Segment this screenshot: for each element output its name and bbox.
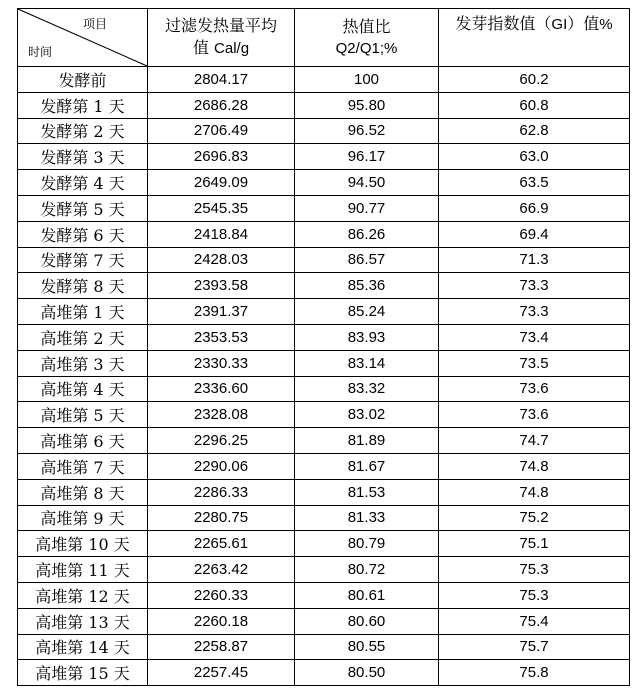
heat-ratio-cell: 81.89 — [295, 428, 439, 454]
heat-ratio-cell: 80.60 — [295, 608, 439, 634]
table-row — [18, 299, 630, 325]
heat-value-cell: 2804.17 — [148, 67, 295, 93]
row-label-cell: 高堆第 5 天 — [18, 402, 148, 428]
table-row — [18, 660, 630, 686]
heat-ratio-cell: 81.53 — [295, 479, 439, 505]
header-gi — [439, 9, 630, 67]
row-label-cell: 高堆第 2 天 — [18, 324, 148, 350]
row-label-cell: 发酵第 3 天 — [18, 144, 148, 170]
heat-ratio-cell: 81.33 — [295, 505, 439, 531]
gi-value-cell: 60.2 — [439, 67, 630, 93]
row-label-cell: 发酵前 — [18, 67, 148, 93]
table-row — [18, 67, 630, 93]
header-gi-zh1: 发芽指数值（ — [455, 14, 552, 33]
heat-ratio-cell: 90.77 — [295, 195, 439, 221]
heat-value-cell: 2706.49 — [148, 118, 295, 144]
table-row — [18, 273, 630, 299]
gi-value-cell: 74.7 — [439, 428, 630, 454]
header-heat-zh: 值 — [192, 38, 215, 57]
row-label-cell: 高堆第 14 天 — [18, 634, 148, 660]
heat-value-cell: 2696.83 — [148, 144, 295, 170]
header-gi-en1: GI — [551, 16, 568, 33]
table-row — [18, 531, 630, 557]
table-row — [18, 92, 630, 118]
heat-ratio-cell: 85.36 — [295, 273, 439, 299]
heat-value-cell: 2686.28 — [148, 92, 295, 118]
row-label-cell: 发酵第 7 天 — [18, 247, 148, 273]
heat-value-cell: 2649.09 — [148, 170, 295, 196]
row-label-cell: 高堆第 11 天 — [18, 557, 148, 583]
row-label-cell: 高堆第 4 天 — [18, 376, 148, 402]
row-label-cell: 发酵第 5 天 — [18, 195, 148, 221]
header-heat-line2 — [148, 37, 294, 60]
heat-value-cell: 2545.35 — [148, 195, 295, 221]
table-row — [18, 428, 630, 454]
row-label-cell: 高堆第 8 天 — [18, 479, 148, 505]
gi-value-cell: 73.6 — [439, 376, 630, 402]
gi-value-cell: 75.8 — [439, 660, 630, 686]
table-row — [18, 479, 630, 505]
gi-value-cell: 71.3 — [439, 247, 630, 273]
row-label-cell: 高堆第 13 天 — [18, 608, 148, 634]
header-ratio-line1: 热值比 — [342, 16, 391, 36]
heat-value-cell: 2428.03 — [148, 247, 295, 273]
heat-value-cell: 2260.18 — [148, 608, 295, 634]
gi-value-cell: 73.4 — [439, 324, 630, 350]
gi-value-cell: 73.3 — [439, 299, 630, 325]
gi-value-cell: 62.8 — [439, 118, 630, 144]
gi-value-cell: 73.3 — [439, 273, 630, 299]
gi-value-cell: 63.0 — [439, 144, 630, 170]
table-row — [18, 350, 630, 376]
row-label-cell: 高堆第 7 天 — [18, 453, 148, 479]
header-row — [18, 9, 630, 67]
corner-time-label: 时间 — [28, 45, 53, 59]
heat-ratio-cell: 83.32 — [295, 376, 439, 402]
header-ratio-line2: Q2/Q1;% — [335, 39, 398, 57]
header-heat-ratio — [295, 9, 439, 67]
heat-value-cell: 2418.84 — [148, 221, 295, 247]
heat-value-cell: 2258.87 — [148, 634, 295, 660]
heat-value-cell: 2353.53 — [148, 324, 295, 350]
header-gi-zh2: ）值 — [567, 14, 600, 33]
heat-value-cell: 2280.75 — [148, 505, 295, 531]
row-label-cell: 发酵第 2 天 — [18, 118, 148, 144]
gi-value-cell: 60.8 — [439, 92, 630, 118]
header-gi-en2: % — [599, 16, 613, 33]
table-row — [18, 376, 630, 402]
row-label-cell: 发酵第 1 天 — [18, 92, 148, 118]
heat-ratio-cell: 83.02 — [295, 402, 439, 428]
row-label-cell: 发酵第 6 天 — [18, 221, 148, 247]
gi-value-cell: 66.9 — [439, 195, 630, 221]
row-label-cell: 高堆第 3 天 — [18, 350, 148, 376]
heat-ratio-cell: 100 — [295, 67, 439, 93]
corner-item-label: 项目 — [82, 17, 107, 31]
row-label-cell: 高堆第 12 天 — [18, 582, 148, 608]
gi-value-cell: 75.3 — [439, 557, 630, 583]
gi-value-cell: 75.7 — [439, 634, 630, 660]
heat-ratio-cell: 80.50 — [295, 660, 439, 686]
table-row — [18, 582, 630, 608]
table-row — [18, 118, 630, 144]
table-row — [18, 608, 630, 634]
gi-value-cell: 69.4 — [439, 221, 630, 247]
heat-ratio-cell: 80.61 — [295, 582, 439, 608]
table-row — [18, 557, 630, 583]
row-label-cell: 发酵第 8 天 — [18, 273, 148, 299]
table-row — [18, 453, 630, 479]
heat-ratio-cell: 96.17 — [295, 144, 439, 170]
heat-ratio-cell: 96.52 — [295, 118, 439, 144]
row-label-cell: 高堆第 10 天 — [18, 531, 148, 557]
table-row — [18, 634, 630, 660]
heat-value-cell: 2257.45 — [148, 660, 295, 686]
heat-value-cell: 2265.61 — [148, 531, 295, 557]
gi-value-cell: 63.5 — [439, 170, 630, 196]
heat-ratio-cell: 95.80 — [295, 92, 439, 118]
data-table — [17, 8, 630, 686]
row-label-cell: 高堆第 9 天 — [18, 505, 148, 531]
gi-value-cell: 75.4 — [439, 608, 630, 634]
row-label-cell: 发酵第 4 天 — [18, 170, 148, 196]
row-label-cell: 高堆第 1 天 — [18, 299, 148, 325]
table-row — [18, 324, 630, 350]
gi-value-cell: 75.2 — [439, 505, 630, 531]
table-row — [18, 505, 630, 531]
heat-ratio-cell: 80.79 — [295, 531, 439, 557]
heat-ratio-cell: 80.55 — [295, 634, 439, 660]
heat-ratio-cell: 83.14 — [295, 350, 439, 376]
table-row — [18, 195, 630, 221]
row-label-cell: 高堆第 6 天 — [18, 428, 148, 454]
header-heat-line1: 过滤发热量平均 — [164, 16, 277, 35]
row-label-cell: 高堆第 15 天 — [18, 660, 148, 686]
heat-value-cell: 2393.58 — [148, 273, 295, 299]
gi-value-cell: 73.5 — [439, 350, 630, 376]
heat-value-cell: 2286.33 — [148, 479, 295, 505]
heat-value-cell: 2328.08 — [148, 402, 295, 428]
gi-value-cell: 75.1 — [439, 531, 630, 557]
heat-ratio-cell: 83.93 — [295, 324, 439, 350]
gi-value-cell: 74.8 — [439, 479, 630, 505]
table-row — [18, 221, 630, 247]
heat-ratio-cell: 85.24 — [295, 299, 439, 325]
corner-header-cell — [18, 9, 148, 67]
heat-ratio-cell: 86.26 — [295, 221, 439, 247]
heat-value-cell: 2263.42 — [148, 557, 295, 583]
gi-value-cell: 73.6 — [439, 402, 630, 428]
gi-value-cell: 75.3 — [439, 582, 630, 608]
table-row — [18, 170, 630, 196]
heat-ratio-cell: 80.72 — [295, 557, 439, 583]
gi-value-cell: 74.8 — [439, 453, 630, 479]
heat-value-cell: 2391.37 — [148, 299, 295, 325]
heat-value-cell: 2290.06 — [148, 453, 295, 479]
heat-value-cell: 2330.33 — [148, 350, 295, 376]
table-body — [18, 67, 630, 686]
heat-value-cell: 2260.33 — [148, 582, 295, 608]
heat-ratio-cell: 94.50 — [295, 170, 439, 196]
heat-value-cell: 2296.25 — [148, 428, 295, 454]
table-row — [18, 402, 630, 428]
header-heat-value — [148, 9, 295, 67]
header-heat-unit: Cal/g — [214, 40, 250, 57]
heat-ratio-cell: 86.57 — [295, 247, 439, 273]
heat-ratio-cell: 81.67 — [295, 453, 439, 479]
heat-value-cell: 2336.60 — [148, 376, 295, 402]
table-row — [18, 144, 630, 170]
table-row — [18, 247, 630, 273]
